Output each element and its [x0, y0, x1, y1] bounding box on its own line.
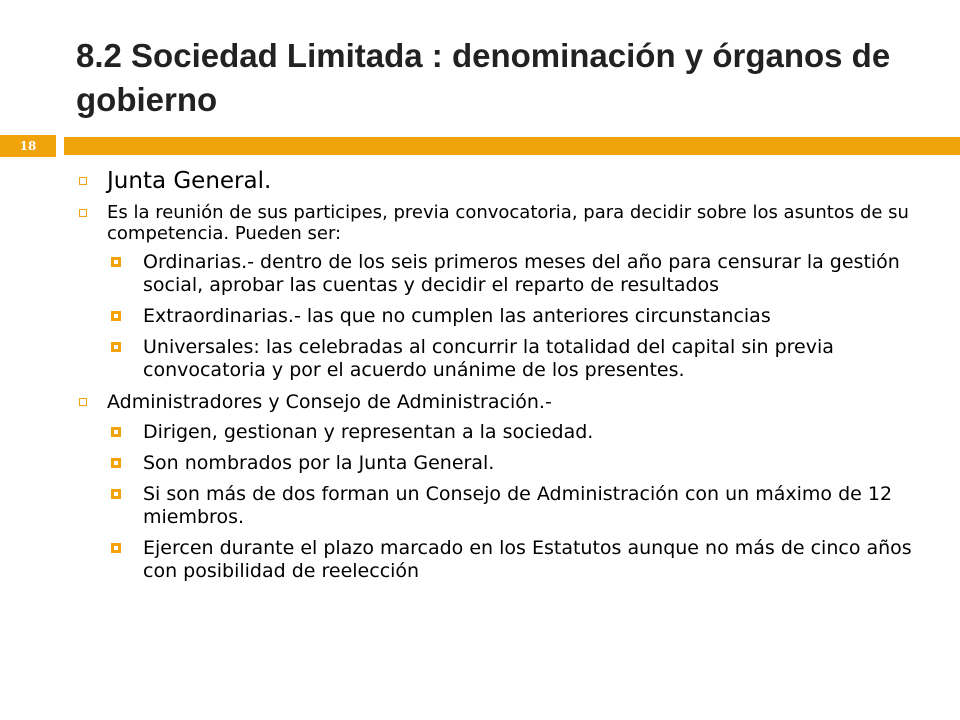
- sub-bullet-dirigen: [107, 421, 914, 444]
- sub-bullet-text: Si son más de dos forman un Consejo de Administración con un máximo de 12 miembros.: [143, 483, 893, 528]
- filled-square-bullet-icon: [111, 427, 121, 437]
- sub-bullet-text: Ejercen durante el plazo marcado en los Estatutos aunque no más de cinco años con posibilidad de reelección: [143, 537, 912, 582]
- filled-square-bullet-icon: [111, 311, 121, 321]
- bullet-list: [74, 166, 914, 583]
- bullet-junta-general: [74, 166, 914, 196]
- sub-bullet-consejo: [107, 483, 914, 529]
- sub-bullet-universales: [107, 336, 914, 382]
- slide-title: 8.2 Sociedad Limitada : denominación y órganos de gobierno: [76, 37, 891, 118]
- bullet-text: Administradores y Consejo de Administración.-: [107, 391, 552, 413]
- slide-body: [74, 166, 914, 592]
- sub-bullet-nombrados: [107, 452, 914, 475]
- accent-bar: [64, 137, 960, 155]
- page-number: 18: [19, 139, 37, 153]
- filled-square-bullet-icon: [111, 257, 121, 267]
- hollow-square-bullet-icon: [79, 209, 87, 217]
- sub-bullet-list: [107, 421, 914, 583]
- bullet-administradores: [74, 391, 914, 583]
- filled-square-bullet-icon: [111, 489, 121, 499]
- sub-bullet-text: Extraordinarias.- las que no cumplen las anteriores circunstancias: [143, 305, 771, 327]
- sub-bullet-text: Universales: las celebradas al concurrir la totalidad del capital sin previa convocatoria y por el acuerdo unánime de los presentes.: [143, 336, 834, 381]
- sub-bullet-text: Son nombrados por la Junta General.: [143, 452, 495, 474]
- filled-square-bullet-icon: [111, 543, 121, 553]
- sub-bullet-extraordinarias: [107, 305, 914, 328]
- hollow-square-bullet-icon: [79, 398, 87, 406]
- sub-bullet-plazo: [107, 537, 914, 583]
- bullet-text: Es la reunión de sus participes, previa convocatoria, para decidir sobre los asuntos de su competencia. Pueden ser:: [107, 202, 909, 244]
- filled-square-bullet-icon: [111, 458, 121, 468]
- sub-bullet-text: Dirigen, gestionan y representan a la sociedad.: [143, 421, 594, 443]
- bullet-text: Junta General.: [107, 168, 272, 194]
- sub-bullet-list: [107, 251, 914, 382]
- sub-bullet-text: Ordinarias.- dentro de los seis primeros meses del año para censurar la gestión social, aprobar las cuentas y decidir el reparto de resultados: [143, 251, 900, 296]
- page-number-badge: [0, 135, 56, 157]
- hollow-square-bullet-icon: [79, 177, 87, 185]
- bullet-definicion-junta: [74, 202, 914, 382]
- sub-bullet-ordinarias: [107, 251, 914, 297]
- filled-square-bullet-icon: [111, 342, 121, 352]
